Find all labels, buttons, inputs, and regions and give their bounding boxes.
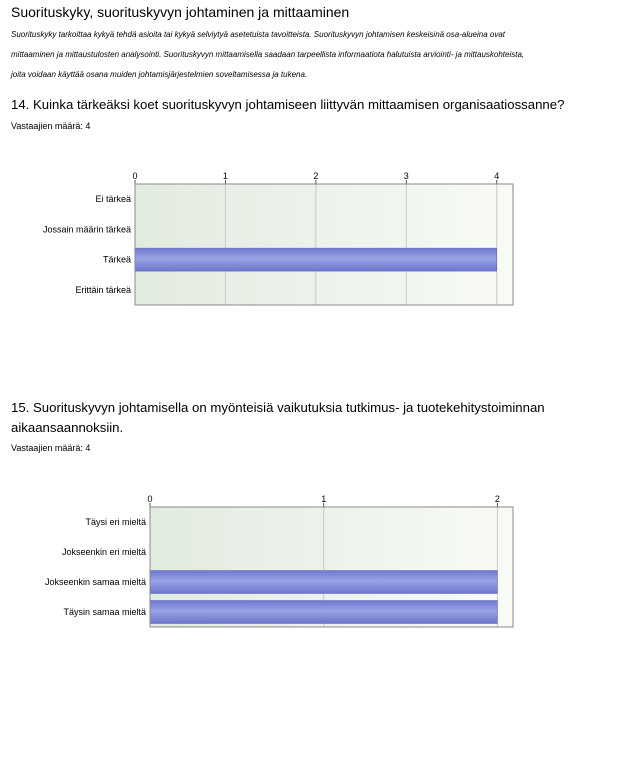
tick-label: 3 [403,171,409,181]
tick-label: 4 [494,171,500,181]
question-14-respondents: Vastaajien määrä: 4 [11,121,91,131]
category-label: Täysi eri mieltä [85,517,146,527]
intro-line: Suorituskyky tarkoittaa kykyä tehdä asioita tai kykyä selviytyä asetetuista tavoitteista. Suorituskyvyn johtamisen keskeisinä osa-alueina ovat [11,30,506,39]
bar [150,601,497,624]
tick-label: 2 [494,494,500,504]
tick-label: 1 [321,494,327,504]
tick-label: 2 [313,171,319,181]
intro-line: mittaaminen ja mittaustulosten analysointi. Suorituskyvyn mittaamisella saadaan tarpeellista informaatiota halutuista arviointi- ja mittauskohteista, [11,50,525,59]
category-label: Tärkeä [102,254,131,265]
tick-label: 1 [222,171,228,181]
tick-label: 0 [132,171,138,181]
question-title-line: 14. Kuinka tärkeäksi koet suorituskyvyn johtamiseen liittyvän mittaamisen organisaatiossanne? [11,97,565,112]
category-label: Täysin samaa mieltä [63,607,146,617]
question-title-line: 15. Suorituskyvyn johtamisella on myönteisiä vaikutuksia tutkimus- ja tuotekehitystoiminnan [11,400,545,415]
category-label: Jokseenkin samaa mieltä [44,577,146,587]
page-title: Suorituskyky, suorituskyvyn johtaminen ja mittaaminen [11,4,350,20]
category-label: Ei tärkeä [95,194,131,205]
tick-label: 0 [147,494,153,504]
intro-line: joita voidaan käyttää osana muiden johtamisjärjestelmien soveltamisessa ja tukena. [11,70,308,79]
question-15-respondents: Vastaajien määrä: 4 [11,443,91,453]
category-label: Jokseenkin eri mieltä [61,547,146,557]
question-title-line: aikaansaannoksiin. [11,420,124,435]
bar [150,571,497,594]
category-label: Jossain määrin tärkeä [42,224,131,235]
category-label: Erittäin tärkeä [75,284,131,295]
